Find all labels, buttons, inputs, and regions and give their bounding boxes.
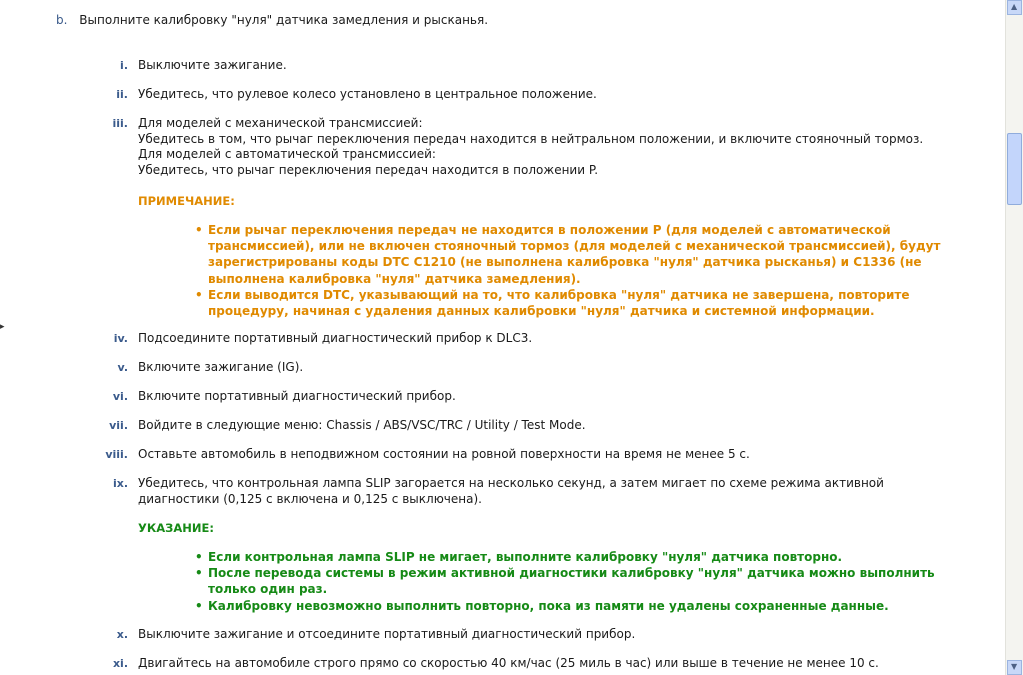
step-text <box>138 476 998 507</box>
hint-line: Калибровку невозможно выполнить повторно, пока из памяти не удалены сохраненные данные. <box>208 598 889 613</box>
hint-line: Если контрольная лампа SLIP не мигает, выполните калибровку "нуля" датчика повторно. <box>208 550 843 564</box>
hint-title: УКАЗАНИЕ: <box>138 521 214 535</box>
step-number: viii. <box>105 448 128 461</box>
step-text: Войдите в следующие меню: Chassis / ABS/VSC/TRC / Utility / Test Mode. <box>138 418 586 432</box>
step-text <box>138 116 998 178</box>
cursor-arrow-icon: ▸ <box>0 322 5 332</box>
chevron-up-icon: ▲ <box>1011 2 1018 11</box>
note-line: Если выводится DTC, указывающий на то, что калибровка "нуля" датчика не завершена, повторите <box>208 287 910 302</box>
step-line: Убедитесь, что рычаг переключения передач находится в положении P. <box>138 162 599 177</box>
scroll-up-button[interactable] <box>1007 0 1022 15</box>
step-text: Включите портативный диагностический прибор. <box>138 389 456 403</box>
hint-item <box>193 565 993 597</box>
step-number: x. <box>116 628 128 641</box>
hint-line: После перевода системы в режим активной диагностики калибровку "нуля" датчика можно выполнить <box>208 566 935 581</box>
bullet-icon: • <box>195 550 203 564</box>
step-line: Убедитесь, что контрольная лампа SLIP загорается на несколько секунд, а затем мигает по схеме режима активной <box>138 476 884 490</box>
note-title: ПРИМЕЧАНИЕ: <box>138 194 235 208</box>
hint-item <box>193 549 993 565</box>
step-number: iv. <box>113 332 128 345</box>
step-text: Убедитесь, что рулевое колесо установлено в центральное положение. <box>138 87 597 101</box>
step-text: Оставьте автомобиль в неподвижном состоянии на ровной поверхности на время не менее 5 с. <box>138 447 750 461</box>
bullet-icon: • <box>195 223 203 237</box>
bullet-icon: • <box>195 287 203 302</box>
note-line: Если рычаг переключения передач не находится в положении P (для моделей с автоматической <box>208 223 891 237</box>
note-item <box>193 287 993 319</box>
bullet-icon: • <box>195 598 203 613</box>
hint-line: только один раз. <box>208 582 328 597</box>
step-line: Убедитесь в том, что рычаг переключения передач находится в нейтральном положении, и включите стояночный тормоз. <box>138 131 924 146</box>
step-number: i. <box>120 59 128 72</box>
bullet-icon: • <box>195 566 203 581</box>
step-line: Для моделей с механической трансмиссией: <box>138 116 423 130</box>
note-line: трансмиссией), или не включен стояночный тормоз (для моделей с механической трансмиссией), будут <box>208 239 941 254</box>
step-text: Выключите зажигание. <box>138 58 287 72</box>
step-number: vii. <box>109 419 128 432</box>
scrollbar-thumb[interactable] <box>1007 133 1022 205</box>
step-number: ii. <box>116 88 128 101</box>
step-number: xi. <box>112 657 128 670</box>
hint-item <box>193 598 993 614</box>
step-number: iii. <box>112 117 128 130</box>
step-text: Включите зажигание (IG). <box>138 360 304 374</box>
note-line: зарегистрированы коды DTC C1210 (не выполнена калибровка "нуля" датчика рысканья) и C1336 (не <box>208 255 922 270</box>
step-text: Подсоедините портативный диагностический прибор к DLC3. <box>138 331 533 345</box>
step-letter: b. <box>56 13 68 27</box>
step-number: v. <box>117 361 128 374</box>
step-line: Для моделей с автоматической трансмиссией: <box>138 147 436 161</box>
step-text: Выключите зажигание и отсоедините портативный диагностический прибор. <box>138 627 636 641</box>
step-number: ix. <box>112 477 128 490</box>
hint-list <box>193 549 993 614</box>
note-list <box>193 222 993 319</box>
step-text: Двигайтесь на автомобиле строго прямо со скоростью 40 км/час (25 миль в час) или выше в течение не менее 10 с. <box>138 656 879 670</box>
vertical-scrollbar[interactable] <box>1005 0 1023 675</box>
step-number: vi. <box>112 390 128 403</box>
note-line: процедуру, начиная с удаления данных калибровки "нуля" датчика и системной информации. <box>208 304 875 319</box>
step-line: диагностики (0,125 с включена и 0,125 с выключена). <box>138 491 482 506</box>
note-item <box>193 222 993 287</box>
step-text: Выполните калибровку "нуля" датчика замедления и рысканья. <box>79 13 489 27</box>
step-b-heading <box>56 12 488 28</box>
chevron-down-icon: ▼ <box>1011 662 1018 671</box>
note-line: выполнена калибровка "нуля" датчика замедления). <box>208 271 581 286</box>
scroll-down-button[interactable] <box>1007 660 1022 675</box>
